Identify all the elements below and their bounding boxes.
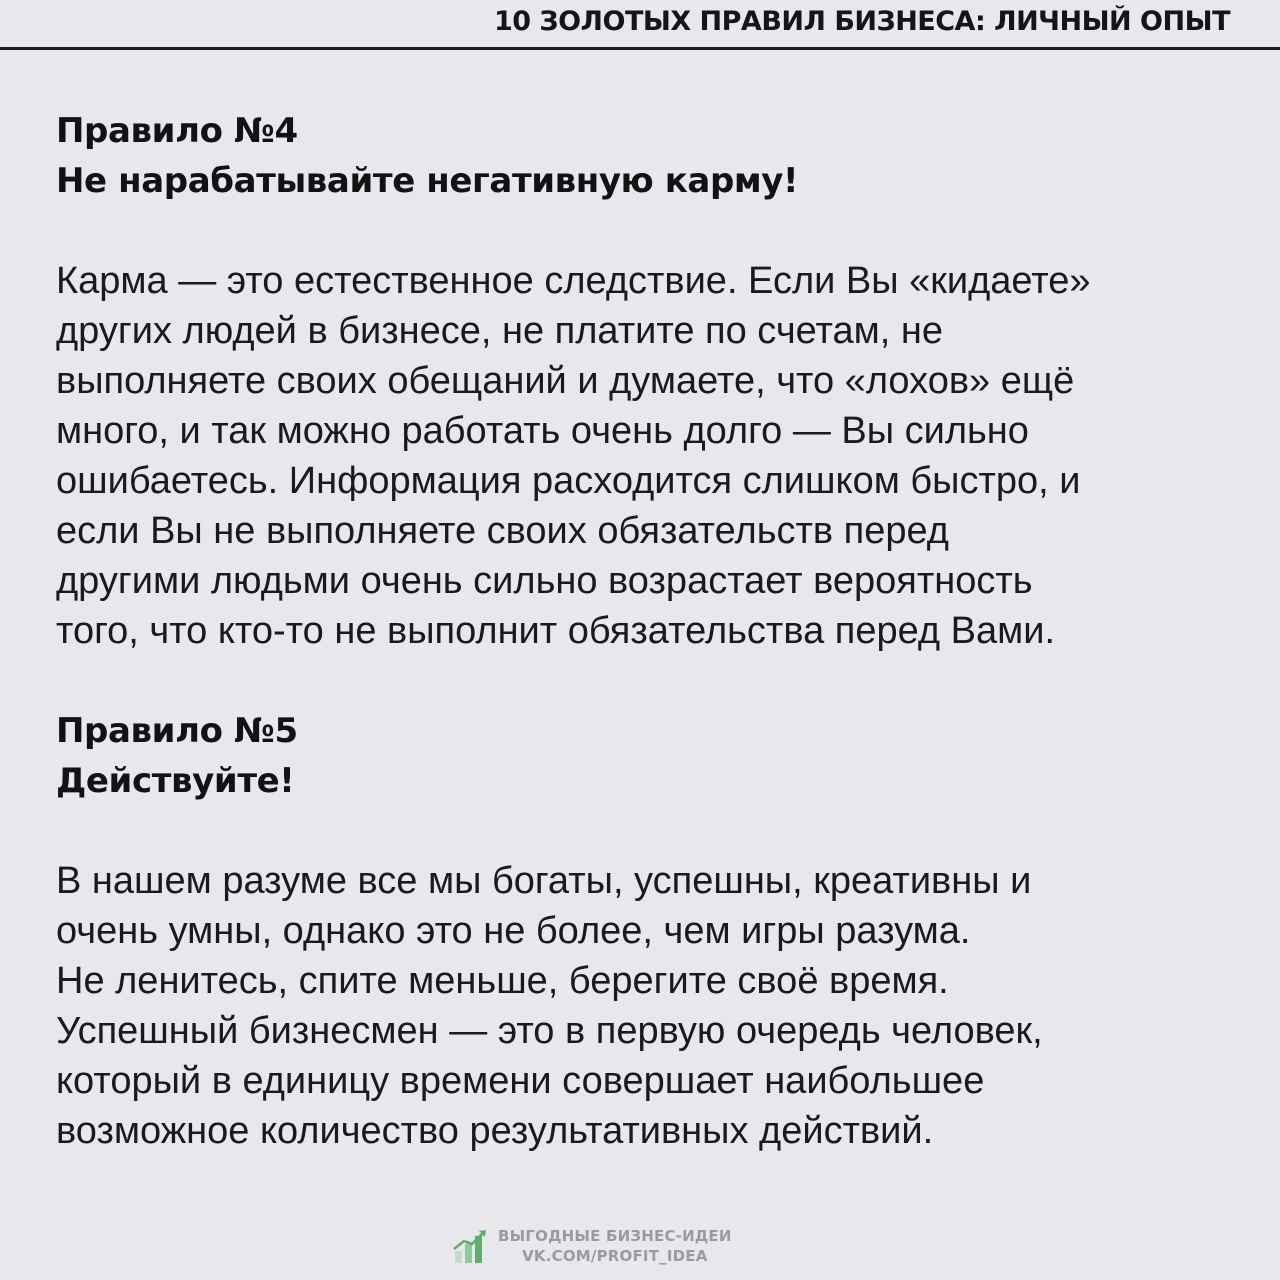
text-line: того, что кто-то не выполнит обязательства перед Вами. — [56, 610, 1056, 652]
page-title: 10 ЗОЛОТЫХ ПРАВИЛ БИЗНЕСА: ЛИЧНЫЙ ОПЫТ — [493, 6, 1230, 37]
page-header — [0, 0, 1280, 50]
text-line: В нашем разуме все мы богаты, успешны, креативны и — [56, 860, 1032, 902]
article-body — [56, 106, 1246, 1156]
rule-5-text — [56, 856, 1246, 1156]
text-line: других людей в бизнесе, не платите по счетам, не — [56, 310, 943, 352]
text-line: Не ленитесь, спите меньше, берегите своё время. — [56, 960, 949, 1002]
rule-5-number: Правило №5 — [56, 711, 298, 751]
footer-link[interactable]: VK.COM/PROFIT_IDEA — [522, 1247, 708, 1265]
rule-4-title: Не нарабатывайте негативную карму! — [56, 161, 799, 201]
page-footer — [0, 1224, 1280, 1268]
rule-5-title: Действуйте! — [56, 761, 295, 801]
text-line: выполняете своих обещаний и думаете, что «лохов» ещё — [56, 360, 1075, 402]
text-line: Успешный бизнесмен — это в первую очередь человек, — [56, 1010, 1043, 1052]
rule-4-text — [56, 256, 1246, 656]
footer-brand-name: ВЫГОДНЫЕ БИЗНЕС-ИДЕИ — [498, 1227, 732, 1245]
text-line: возможное количество результативных действий. — [56, 1110, 934, 1152]
rule-5-section — [56, 706, 1246, 1156]
text-line: другими людьми очень сильно возрастает вероятность — [56, 560, 1033, 602]
growth-bars-icon — [452, 1229, 490, 1265]
text-line: очень умны, однако это не более, чем игры разума. — [56, 910, 971, 952]
text-line: ошибаетесь. Информация расходится слишком быстро, и — [56, 460, 1081, 502]
text-line: который в единицу времени совершает наибольшее — [56, 1060, 985, 1102]
rule-4-number: Правило №4 — [56, 111, 298, 151]
text-line: если Вы не выполняете своих обязательств перед — [56, 510, 949, 552]
section-spacer — [56, 656, 1246, 706]
text-line: Карма — это естественное следствие. Если Вы «кидаете» — [56, 260, 1091, 302]
rule-4-section — [56, 106, 1246, 656]
footer-brand — [498, 1226, 732, 1266]
text-line: много, и так можно работать очень долго — Вы сильно — [56, 410, 1029, 452]
header-divider — [0, 47, 1280, 50]
